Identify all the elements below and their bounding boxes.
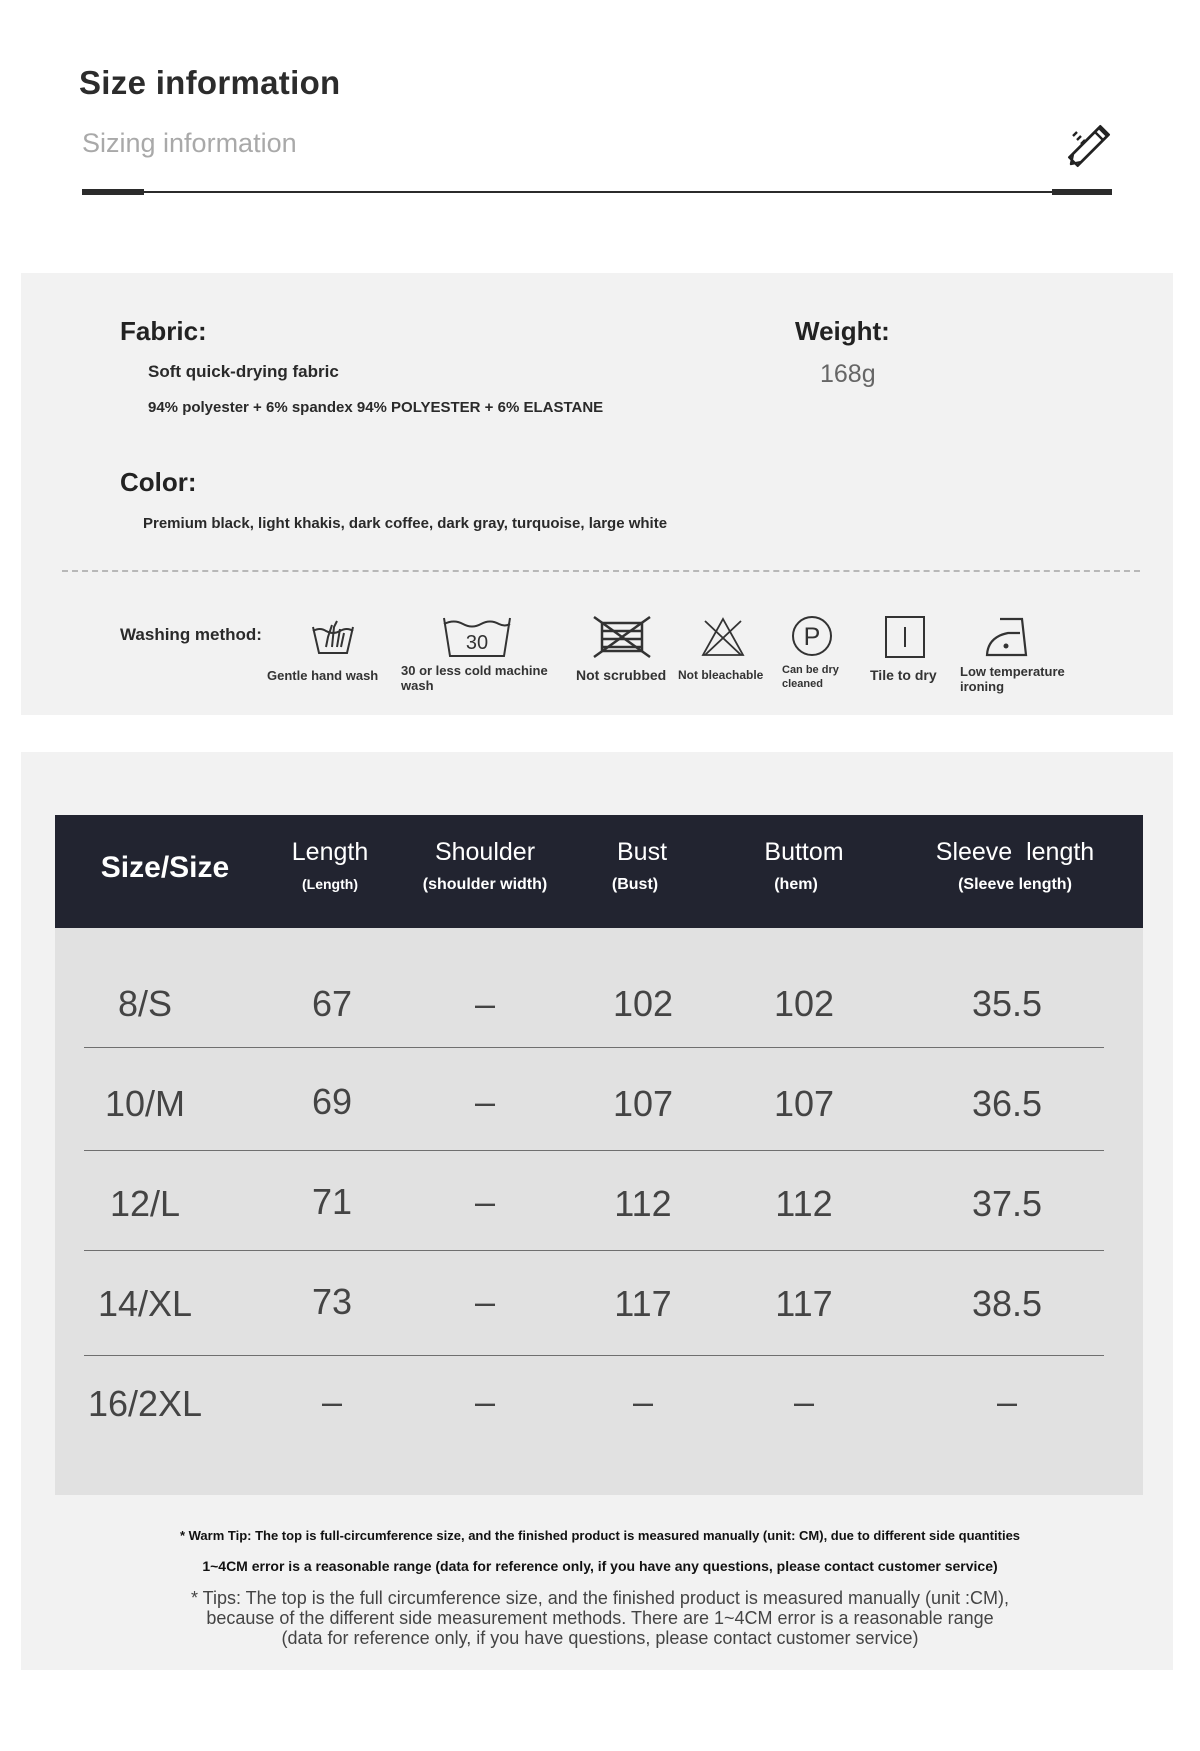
cell-length: 73 [311, 1281, 353, 1322]
weight-label: Weight: [795, 316, 890, 346]
cell-buttom: 107 [773, 1083, 835, 1124]
ruler-pencil-icon [1065, 122, 1113, 170]
header-length: Length [291, 838, 369, 866]
cell-size: 16/2XL [87, 1383, 203, 1424]
row-divider [84, 1047, 1104, 1048]
cell-buttom: – [793, 1381, 815, 1422]
cell-bust: 117 [614, 1283, 672, 1324]
tips-line2: because of the different side measurement methods. There are 1~4CM error is a reasonable range [206, 1608, 994, 1628]
header-divider-cap-right [1052, 189, 1112, 195]
cell-shoulder: – [474, 983, 496, 1024]
warm-tip-line2: 1~4CM error is a reasonable range (data for reference only, if you have any questions, please contact customer service) [202, 1558, 998, 1574]
fabric-label: Fabric: [120, 316, 207, 346]
hand-wash-caption: Gentle hand wash [267, 668, 379, 683]
cell-buttom: 117 [775, 1283, 833, 1324]
color-value: Premium black, light khakis, dark coffee, dark gray, turquoise, large white [143, 515, 668, 532]
header-sleeve-sub: (Sleeve length) [958, 876, 1072, 893]
cell-bust: 112 [614, 1183, 672, 1224]
header-bust-sub: (Bust) [611, 876, 659, 893]
cell-bust: – [632, 1381, 654, 1422]
no-bleach-icon [701, 617, 745, 657]
header-buttom-sub: (hem) [774, 876, 818, 893]
cell-length: 71 [311, 1181, 353, 1222]
header-length-sub: (Length) [302, 876, 358, 892]
header-divider-cap-left [82, 189, 144, 195]
low-iron-icon [984, 615, 1030, 659]
cell-sleeve: – [996, 1381, 1018, 1422]
header-sleeve: Sleeve length [935, 838, 1095, 866]
cell-buttom: 102 [773, 983, 835, 1024]
cell-sleeve: 37.5 [971, 1183, 1043, 1224]
svg-text:30: 30 [465, 632, 489, 654]
row-divider [84, 1250, 1104, 1251]
header-bust: Bust [616, 838, 668, 866]
no-scrub-icon [592, 615, 652, 659]
cell-size: 14/XL [97, 1283, 193, 1324]
cell-shoulder: – [474, 1081, 496, 1122]
row-divider [84, 1150, 1104, 1151]
cell-length: 67 [311, 983, 353, 1024]
page-title: Size information [79, 64, 341, 101]
fabric-line2: 94% polyester + 6% spandex 94% POLYESTER + 6% ELASTANE [148, 399, 604, 416]
cell-shoulder: – [474, 1181, 496, 1222]
header-divider [82, 191, 1112, 193]
page-subtitle: Sizing information [82, 128, 297, 158]
cell-length: – [321, 1381, 343, 1422]
cell-shoulder: – [474, 1381, 496, 1422]
cell-buttom: 112 [775, 1183, 833, 1224]
color-label: Color: [120, 467, 197, 497]
cell-sleeve: 36.5 [971, 1083, 1043, 1124]
weight-value: 168g [820, 360, 876, 388]
no-bleach-caption: Not bleachable [678, 668, 764, 682]
cell-sleeve: 35.5 [971, 983, 1043, 1024]
cell-length: 69 [311, 1081, 353, 1122]
cell-size: 8/S [117, 983, 173, 1024]
cell-size: 10/M [104, 1083, 186, 1124]
warm-tip-line1: * Warm Tip: The top is full-circumference size, and the finished product is measured manually (unit: CM), due to different side quantities [179, 1528, 1021, 1543]
tile-dry-caption: Tile to dry [870, 667, 937, 683]
cell-size: 12/L [109, 1183, 181, 1224]
cell-shoulder: – [474, 1281, 496, 1322]
cell-bust: 102 [612, 983, 674, 1024]
tips-line3: (data for reference only, if you have questions, please contact customer service) [281, 1628, 919, 1648]
svg-text:P: P [803, 623, 821, 651]
dry-clean-caption: Can be dry cleaned [782, 664, 839, 690]
low-iron-caption: Low temperature ironing [960, 664, 1065, 694]
header-size: Size/Size [100, 851, 230, 884]
fabric-line1: Soft quick-drying fabric [148, 362, 339, 381]
dry-clean-p-icon [790, 614, 834, 658]
dashed-divider [62, 570, 1140, 572]
cell-sleeve: 38.5 [971, 1283, 1043, 1324]
header-buttom: Buttom [764, 838, 844, 866]
machine-wash-30-icon [442, 614, 512, 658]
hand-wash-icon [310, 617, 356, 657]
tile-dry-icon [884, 615, 926, 659]
no-scrub-caption: Not scrubbed [576, 667, 667, 683]
machine-wash-caption: 30 or less cold machine wash [401, 663, 548, 693]
row-divider [84, 1355, 1104, 1356]
tips-line1: * Tips: The top is the full circumference size, and the finished product is measured manually (unit :CM), [190, 1588, 1010, 1608]
cell-bust: 107 [612, 1083, 674, 1124]
washing-method-label: Washing method: [120, 625, 262, 644]
header-shoulder: Shoulder [434, 838, 536, 866]
header-shoulder-sub: (shoulder width) [422, 876, 548, 893]
